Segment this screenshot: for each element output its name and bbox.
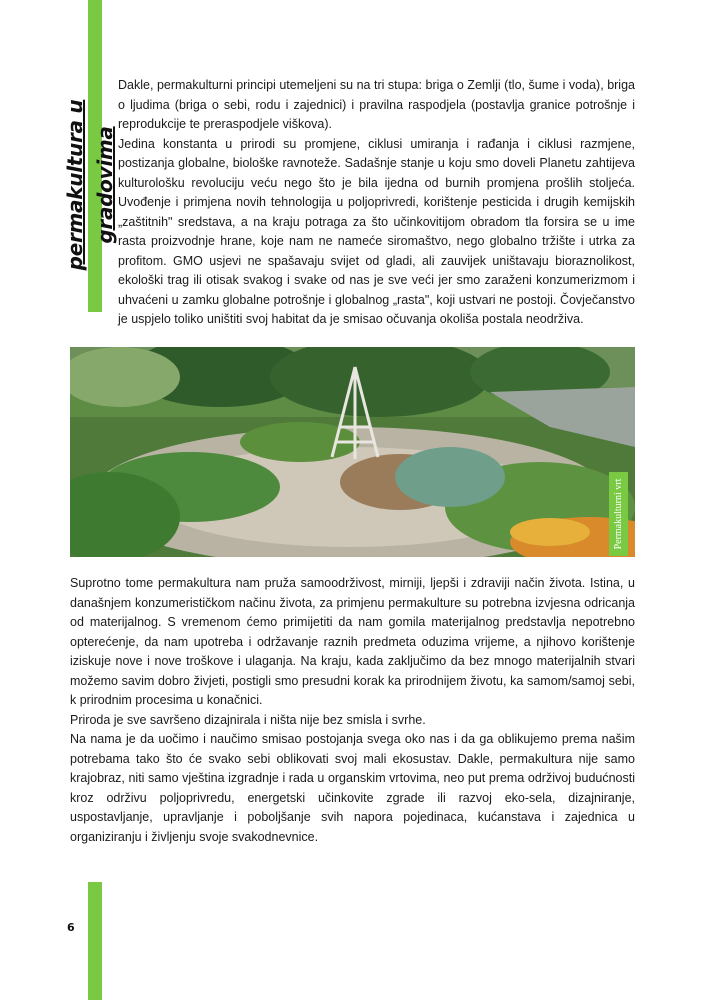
photo-caption-box: [609, 472, 628, 556]
text-block-top: [118, 76, 635, 330]
paragraph: Na nama je da uočimo i naučimo smisao postojanja svega oko nas i da ga oblikujemo prema našim potrebama tako što će svako sebi oblikovati svoj mali ekosustav. Dakle, permakultura nije samo krajobraz, niti samo vještina izgradnje i rada u organskim vrtovima, neo put prema održivoj budućnosti kroz održivu poljoprivredu, energetski učinkovite zgrade ili razvoj eko-sela, dizajniranje, uspostavljanje, upravljanje i poboljšanje svih napora pojedinaca, kućanstava i zajednica u organiziranju i življenju svoje svakodnevnice.: [70, 732, 635, 844]
garden-photo: [70, 347, 635, 557]
section-title: permakultura u gradovima: [63, 99, 117, 271]
paragraph: Jedina konstanta u prirodi su promjene, ciklusi umiranja i rađanja i ciklusi razmjene, postizanja globalne, biološke ravnoteže. Sadašnje stanje u koju smo doveli Planetu zahtijeva kulturološku revoluciju veću nego što je bila ijedna od burnih promjena prošlih stoljeća. Uvođenje i primjena novih tehnologija u poljoprivredi, korištenje pesticida i drugih kemijskih „zaštitnih" sredstava, a na kraju potraga za što učinkovitijom obradom tla forsira se u ime rasta proizvodnje hrane, koje nam ne nameće siromaštvo, nego globalno tržište i utrka za profitom. GMO usjevi ne spašavaju svijet od gladi, ali zauvijek uništavaju bioraznolikost, ekološki trag ili otisak svakog i svake od nas je sve veći jer smo zaraženi konzumerizmom i uhvaćeni u zamku globalne potrošnje i globalnog „rasta", koji ustvari ne postoji. Čovječanstvo je uspjelo toliko uništiti svoj habitat da je smisao očuvanja okoliša postala neodrživa.: [118, 136, 635, 326]
page-number: 6: [67, 921, 75, 934]
text-block-bottom: [70, 574, 635, 847]
green-margin-bar-bottom: [88, 882, 102, 1000]
paragraph: Priroda je sve savršeno dizajnirala i ništa nije bez smisla i svrhe.: [70, 712, 426, 727]
paragraph: Dakle, permakulturni principi utemeljeni su na tri stupa: briga o Zemlji (tlo, šume i voda), briga o ljudima (briga o sebi, rodu i zajednici) i pravilna raspodjela (postavlja granice potrošnje i reprodukcije te preraspodjele viškova).: [118, 78, 635, 131]
paragraph: Suprotno tome permakultura nam pruža samoodrživost, mirniji, ljepši i zdraviji način života. Istina, u današnjem konzumerističkom načinu života, za primjenu permakulture su potrebna izvjesna odricanja od materijalnog. S vremenom ćemo primijetiti da nam gomila materijalnog predstavlja nepotrebno opterećenje, da nam upotreba i održavanje raznih predmeta oduzima vrijeme, a njihovo korištenje iziskuje nove i nove troškove i ulaganja. Na kraju, kada zaključimo da bez mnogo materijalnih stvari možemo savim dobro živjeti, postigli smo presudni korak ka prirodnijem životu, ka samom/samoj sebi, k prirodnim procesima u konačnici.: [70, 576, 635, 707]
photo-caption: Permakulturni vrt: [613, 478, 624, 550]
